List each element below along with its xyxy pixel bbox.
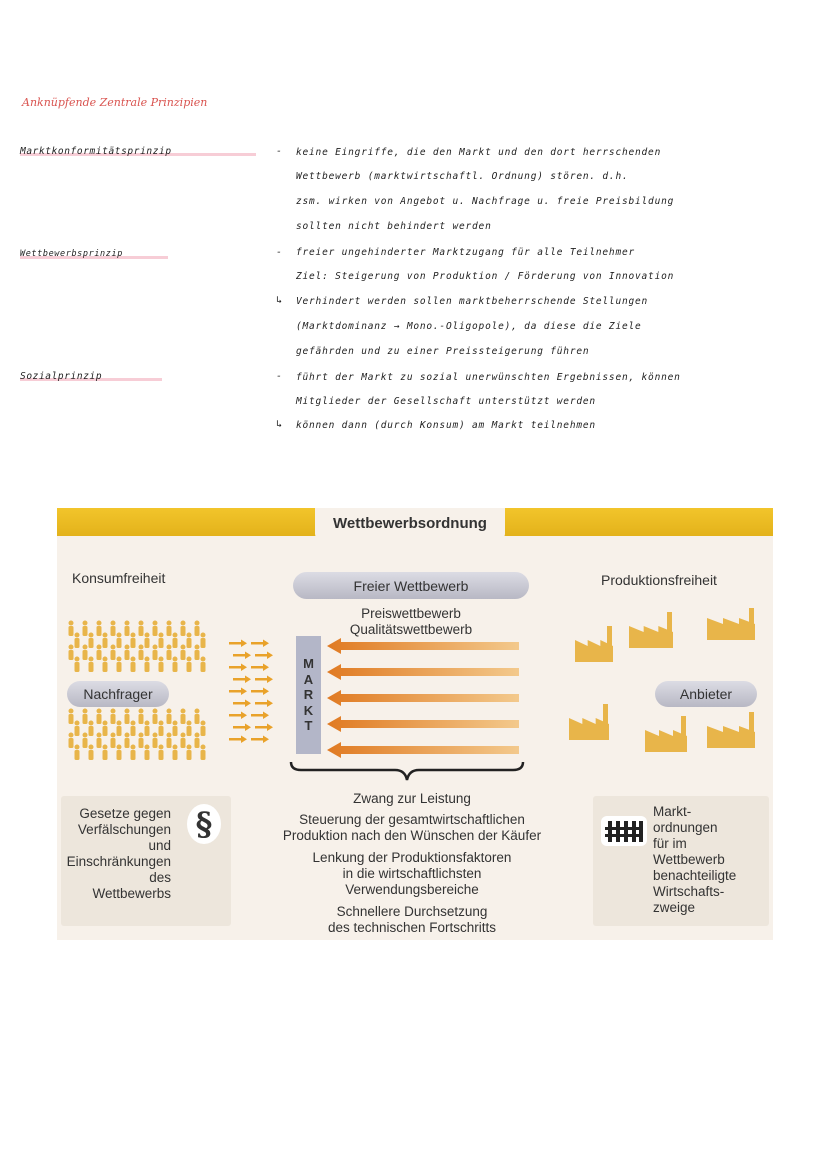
small-arrow-icon [251,664,269,672]
person-icon [131,745,136,761]
person-icon [159,633,164,649]
small-arrow-icon [255,700,273,708]
person-icon [117,657,122,673]
person-icon [111,709,116,725]
person-icon [125,733,130,749]
person-icon [103,633,108,649]
person-icon [97,621,102,637]
person-icon [83,645,88,661]
small-arrow-icon [233,652,251,660]
person-icon [187,657,192,673]
small-arrow-icon [229,688,247,696]
person-icon [187,745,192,761]
big-arrow-icon [327,742,519,758]
person-icon [111,645,116,661]
person-icon [83,733,88,749]
nachfrager-pill: Nachfrager [67,681,169,707]
person-icon [173,633,178,649]
person-icon [125,621,130,637]
factory-icon [707,608,755,640]
person-icon [181,733,186,749]
person-icon [131,721,136,737]
person-icon [89,721,94,737]
box-line: und [148,838,171,853]
markt-letter: T [304,718,313,734]
person-icon [145,721,150,737]
person-icon [195,733,200,749]
note-line: Ziel: Steigerung von Produktion / Förderung von Innovation [296,271,675,282]
person-icon [97,645,102,661]
person-icon [139,621,144,637]
konsumfreiheit-label: Konsumfreiheit [72,570,166,586]
person-icon [201,721,206,737]
person-icon [153,645,158,661]
person-icon [89,745,94,761]
box-line: benachteiligte [653,868,737,883]
person-icon [89,657,94,673]
person-icon [173,745,178,761]
person-icon [167,709,172,725]
person-icon [103,721,108,737]
center-text: Lenkung der Produktionsfaktoren [312,850,512,865]
figure-title: Wettbewerbsordnung [315,508,505,538]
person-icon [201,745,206,761]
person-icon [75,633,80,649]
person-icon [159,721,164,737]
small-arrow-icon [251,712,269,720]
person-icon [145,657,150,673]
person-icon [117,721,122,737]
person-icon [195,709,200,725]
person-icon [159,745,164,761]
person-icon [103,657,108,673]
big-arrow-icon [327,664,519,680]
center-text: Zwang zur Leistung [353,791,471,806]
note-line: zsm. wirken von Angebot u. Nachfrage u. freie Preisbildung [296,196,675,207]
arrow-marker-icon: ↳ [276,419,283,430]
dash-marker: - [276,247,283,258]
box-line: Markt- [653,804,692,819]
person-icon [89,633,94,649]
small-arrow-icon [229,736,247,744]
big-arrow-icon [327,638,519,654]
notes-title: Anknüpfende Zentrale Prinzipien [22,96,208,109]
person-icon [83,709,88,725]
paragraph-icon: § [187,804,221,844]
person-icon [69,709,74,725]
note-line: freier ungehinderter Marktzugang für alle Teilnehmer [296,247,636,258]
person-icon [131,633,136,649]
center-text: in die wirtschaftlichsten [342,866,482,881]
person-icon [139,733,144,749]
box-line: ordnungen [653,820,718,835]
person-icon [75,745,80,761]
note-line: Mitglieder der Gesellschaft unterstützt werden [296,396,596,407]
note-line: können dann (durch Konsum) am Markt teilnehmen [296,420,596,431]
note-line: führt der Markt zu sozial unerwünschten Ergebnissen, können [296,372,681,383]
box-line: des [149,870,171,885]
small-arrow-icon [229,640,247,648]
center-text: des technischen Fortschritts [327,920,497,935]
person-icon [181,709,186,725]
fence-icon [601,816,647,846]
box-line: Wirtschafts- [653,884,725,899]
box-line: für im [653,836,687,851]
wettbewerbsordnung-figure [57,508,773,940]
dash-marker: - [276,146,283,157]
brace-icon [289,760,525,784]
small-arrow-icon [233,724,251,732]
person-icon [69,645,74,661]
small-arrow-icon [229,664,247,672]
factory-icon [707,712,755,748]
person-icon [125,645,130,661]
big-arrow-icon [327,716,519,732]
markt-letter: R [303,687,314,703]
term-wettbewerbsprinzip: Wettbewerbsprinzip [20,249,123,259]
gesetze-box [61,796,231,926]
person-icon [75,721,80,737]
person-icon [153,709,158,725]
anbieter-pill: Anbieter [655,681,757,707]
term-sozialprinzip: Sozialprinzip [20,371,103,382]
person-icon [153,621,158,637]
person-icon [97,733,102,749]
person-icon [83,621,88,637]
person-icon [195,621,200,637]
person-icon [139,709,144,725]
person-icon [117,745,122,761]
person-icon [195,645,200,661]
person-icon [145,745,150,761]
box-line: Wettbewerb [653,852,725,867]
person-icon [111,621,116,637]
small-arrow-icon [255,724,273,732]
person-icon [173,657,178,673]
note-line: sollten nicht behindert werden [296,221,492,232]
person-icon [181,621,186,637]
box-line: Wettbewerbs [92,886,171,901]
person-icon [187,633,192,649]
person-icon [201,657,206,673]
note-line: Wettbewerb (marktwirtschaftl. Ordnung) stören. d.h. [296,171,629,182]
factory-icon [645,716,687,752]
big-arrow-icon [327,690,519,706]
small-arrow-icon [251,688,269,696]
small-arrow-icon [255,676,273,684]
center-text: Schnellere Durchsetzung [336,904,488,919]
person-icon [181,645,186,661]
term-marktkonformitaetsprinzip: Marktkonformitätsprinzip [20,146,172,157]
person-icon [125,709,130,725]
box-line: Einschränkungen [66,854,171,869]
small-arrow-icon [233,676,251,684]
marktordnungen-box [593,796,769,926]
factory-icon [569,704,609,740]
person-icon [111,733,116,749]
person-icon [201,633,206,649]
note-line: gefährden und zu einer Preissteigerung führen [296,346,590,357]
box-line: Verfälschungen [77,822,171,837]
person-icon [117,633,122,649]
note-line: keine Eingriffe, die den Markt und den dort herrschenden [296,147,662,158]
person-icon [159,657,164,673]
person-icon [153,733,158,749]
gesetze-text [67,806,171,902]
person-icon [103,745,108,761]
person-icon [131,657,136,673]
markt-letter: M [303,656,314,672]
small-arrow-icon [251,640,269,648]
person-icon [145,633,150,649]
person-icon [139,645,144,661]
demand-arrows-icon [229,638,279,753]
factory-icon [629,612,673,648]
box-line: Gesetze gegen [79,806,171,821]
qualitaetswettbewerb-text: Qualitätswettbewerb [349,622,473,637]
person-icon [167,621,172,637]
marktordnungen-text [653,804,736,916]
supply-arrows-icon [327,636,527,758]
box-line: zweige [653,900,696,915]
factory-icon [575,626,613,662]
person-icon [187,721,192,737]
person-icon [69,621,74,637]
note-line: Verhindert werden sollen marktbeherrschende Stellungen [296,296,649,307]
markt-letter: A [303,671,314,687]
preiswettbewerb-text: Preiswettbewerb [361,606,461,621]
small-arrow-icon [233,700,251,708]
freier-wettbewerb-pill: Freier Wettbewerb [293,572,529,599]
markt-letter: K [303,702,314,718]
dash-marker: - [276,371,283,382]
center-text: Produktion nach den Wünschen der Käufer [282,828,542,843]
center-text: Steuerung der gesamtwirtschaftlichen [299,812,525,827]
person-icon [173,721,178,737]
small-arrow-icon [251,736,269,744]
produktionsfreiheit-label: Produktionsfreiheit [601,572,717,588]
small-arrow-icon [229,712,247,720]
person-icon [167,645,172,661]
arrow-marker-icon: ↳ [276,295,283,306]
person-icon [69,733,74,749]
person-icon [167,733,172,749]
person-icon [97,709,102,725]
center-text: Verwendungsbereiche [345,882,479,897]
person-icon [75,657,80,673]
small-arrow-icon [255,652,273,660]
note-line: (Marktdominanz → Mono.-Oligopole), da diese die Ziele [296,321,642,332]
markt-bar [296,636,321,754]
